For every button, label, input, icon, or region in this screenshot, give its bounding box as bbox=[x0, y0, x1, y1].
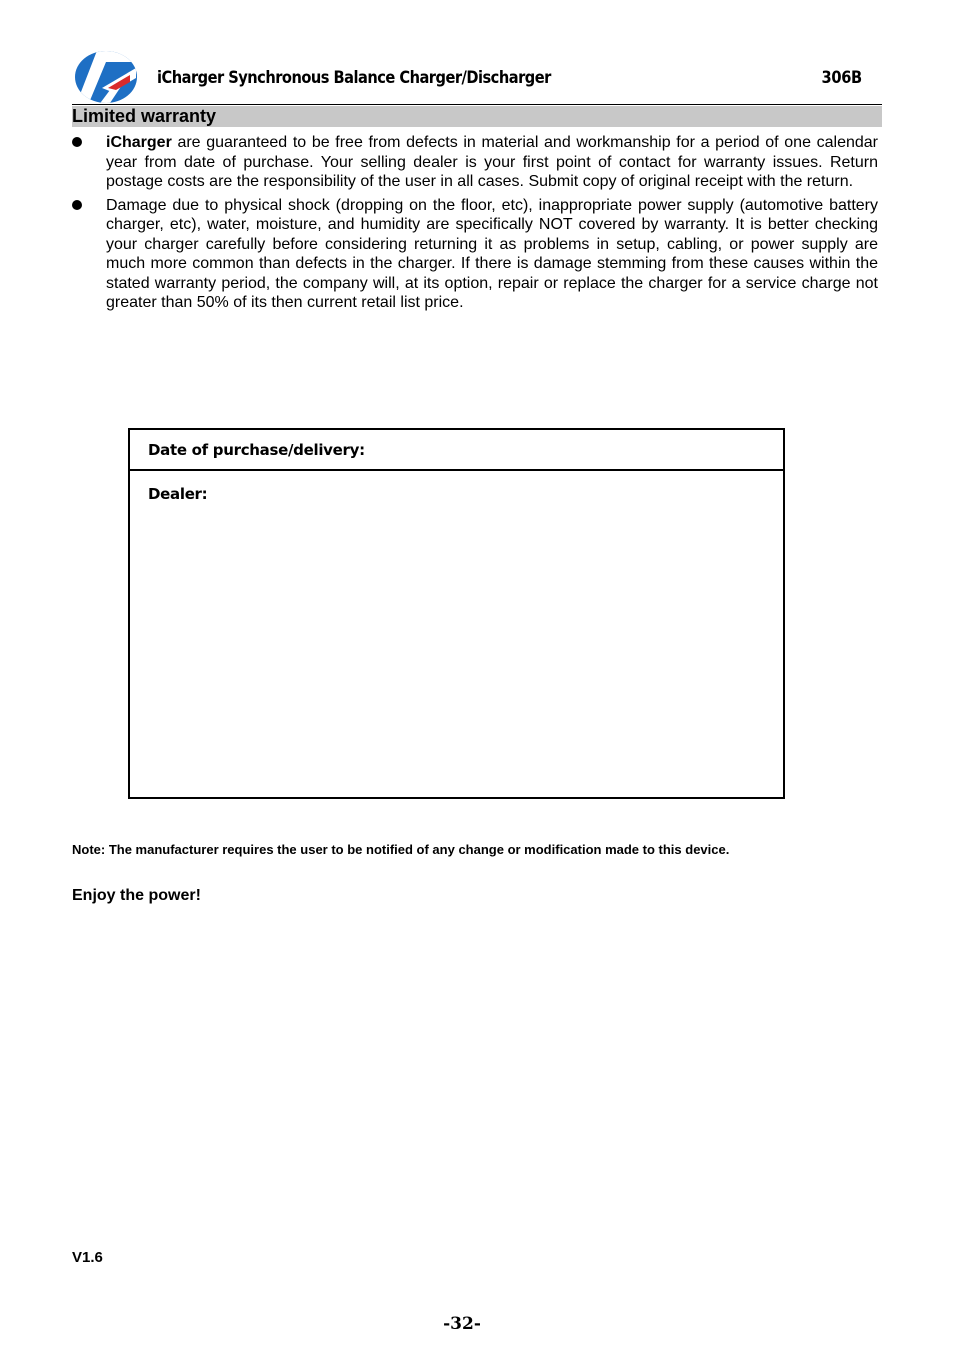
closing-line: Enjoy the power! bbox=[72, 887, 201, 904]
bullet-icon bbox=[72, 137, 82, 147]
bullet-icon bbox=[72, 200, 82, 210]
page-number: -32- bbox=[443, 1314, 481, 1334]
list-item bbox=[72, 196, 878, 313]
version-label: V1.6 bbox=[72, 1249, 103, 1266]
document-title: iCharger Synchronous Balance Charger/Discharger bbox=[157, 68, 551, 88]
damage-exclusion-text: Damage due to physical shock (dropping on the floor, etc), inappropriate power supply (automotive battery charger, etc), water, moisture, and humidity are specifically NOT covered by warranty. It is better checking your charger carefully before considering returning it as problems in setup, cabling, or power supply are much more common than defects in the charger. If there is damage stemming from these causes within the stated warranty period, the company will, at its option, repair or replace the charger for a service charge not greater than 50% of its then current retail list price. bbox=[106, 196, 878, 311]
page-header bbox=[72, 46, 882, 106]
dealer-label: Dealer: bbox=[148, 485, 208, 503]
icharger-logo-icon bbox=[72, 48, 140, 104]
purchase-date-row bbox=[130, 430, 783, 471]
header-divider bbox=[72, 104, 882, 105]
model-number: 306B bbox=[821, 68, 862, 88]
section-heading: Limited warranty bbox=[72, 106, 882, 127]
warranty-list bbox=[72, 133, 878, 317]
brand-name: iCharger bbox=[106, 134, 172, 151]
warranty-terms-text: are guaranteed to be free from defects in material and workmanship for a period of one calendar year from date of purchase. Your selling dealer is your first point of contact for warranty issues. Return postage costs are the responsibility of the user in all cases. Submit copy of original receipt with the return. bbox=[106, 134, 878, 190]
manufacturer-note: Note: The manufacturer requires the user to be notified of any change or modification made to this device. bbox=[72, 842, 730, 857]
warranty-record-box bbox=[128, 428, 785, 799]
list-item bbox=[72, 133, 878, 192]
purchase-date-label: Date of purchase/delivery: bbox=[148, 441, 365, 459]
